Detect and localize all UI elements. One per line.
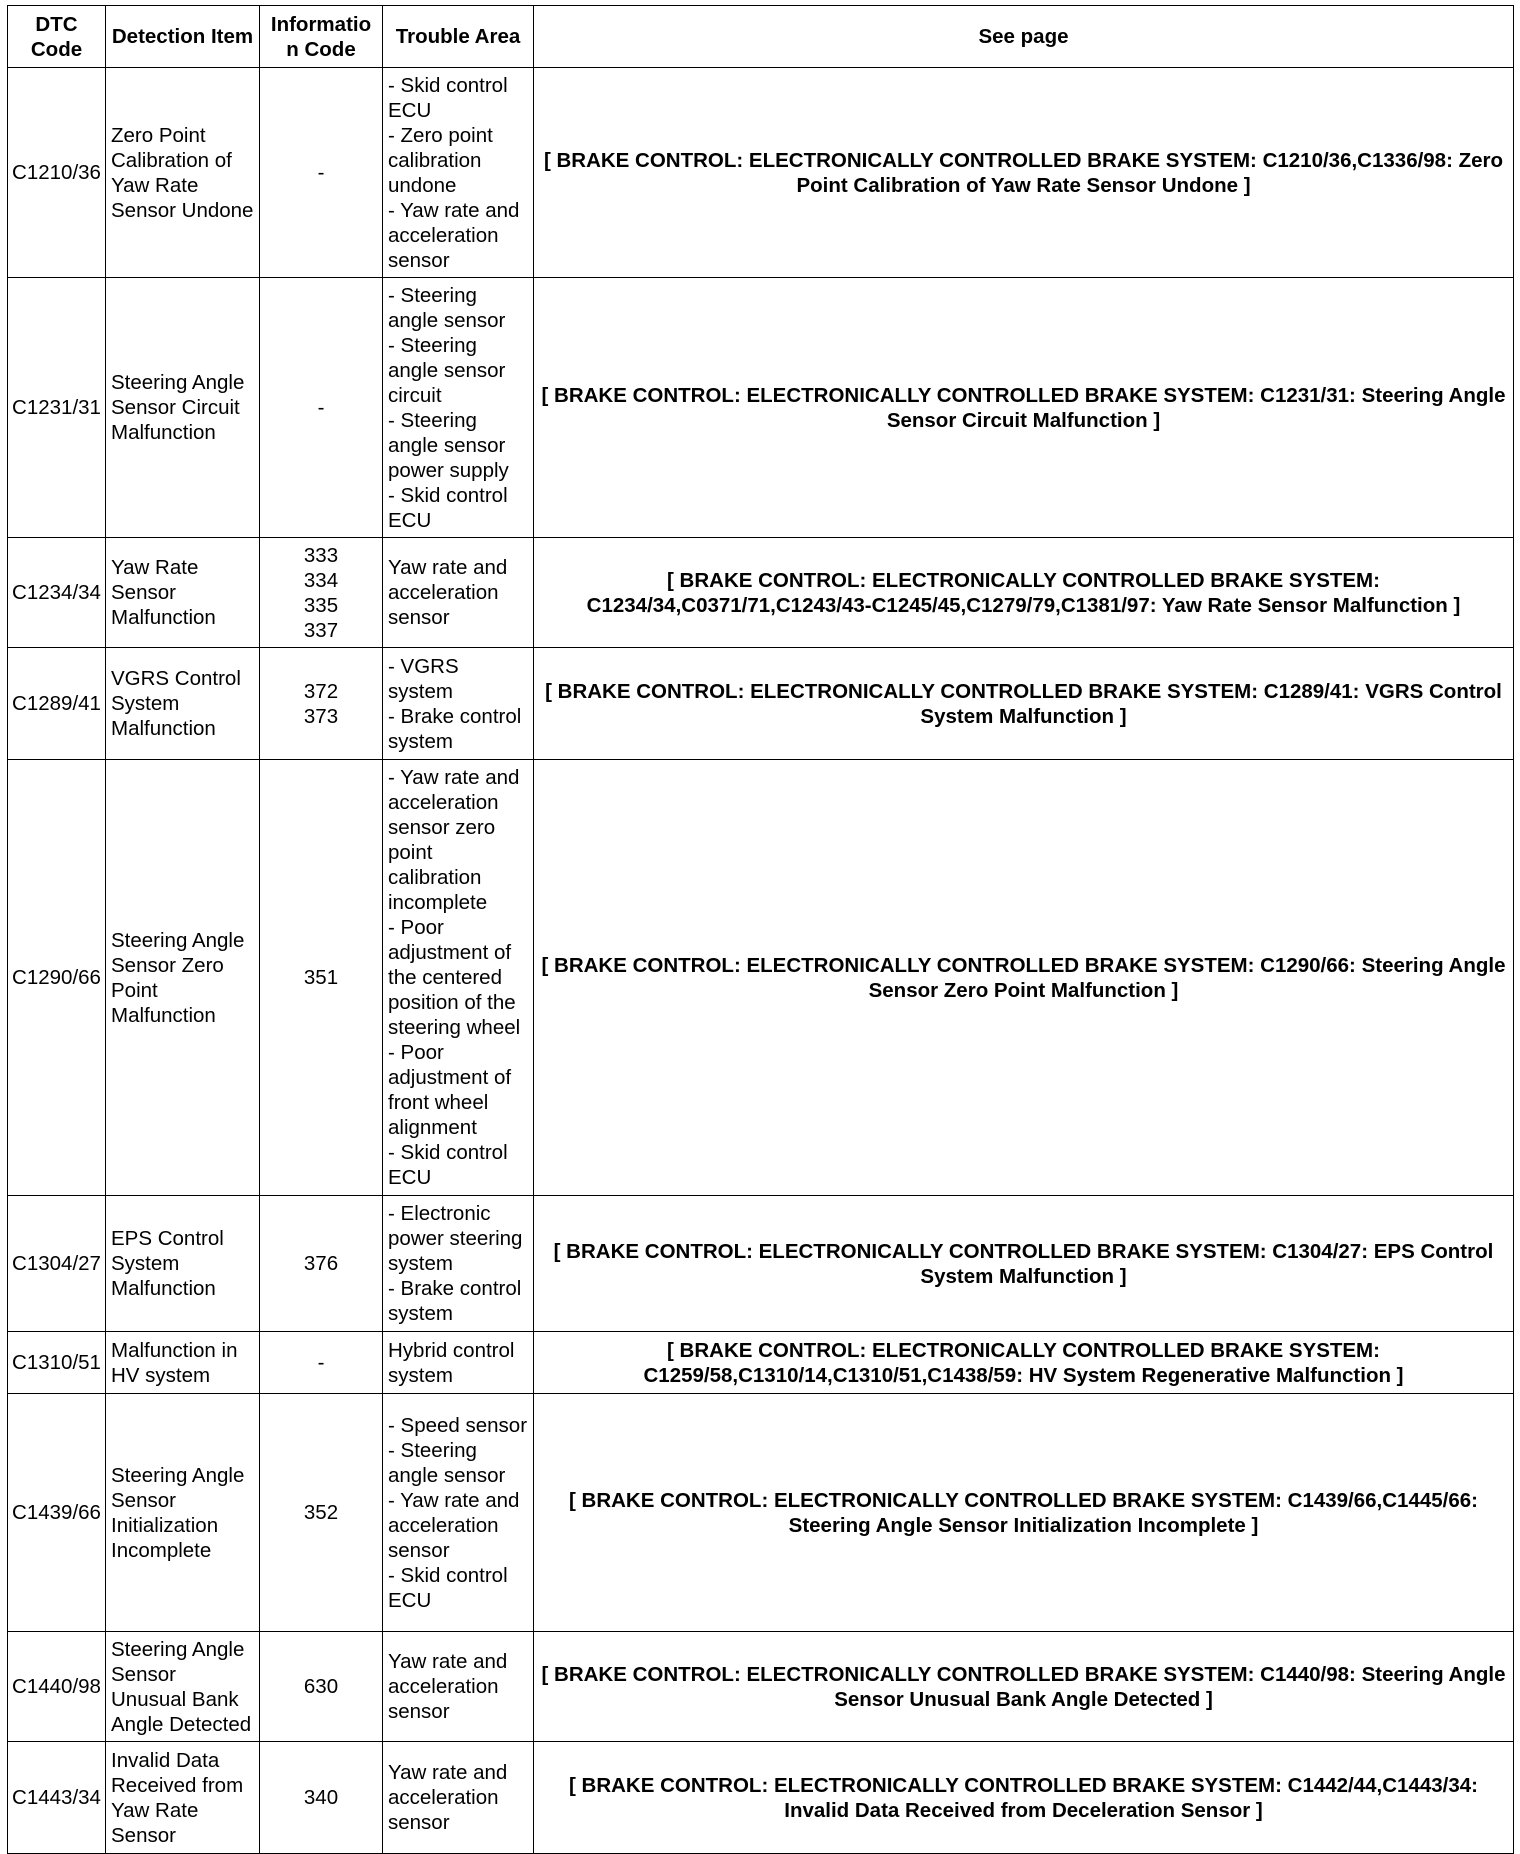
see-page-link[interactable]: [ BRAKE CONTROL: ELECTRONICALLY CONTROLLED BRAKE SYSTEM: C1234/34,C0371/71,C1243/43-C1245/45,C1279/79,C1381/97: Yaw Rate Sensor Malfunction ] [534, 538, 1514, 648]
information-code-cell [260, 278, 383, 538]
detection-item-cell: Steering Angle Sensor Initialization Incomplete [106, 1394, 260, 1632]
information-code-cell-line: 333 [303, 543, 339, 567]
see-page-link[interactable]: [ BRAKE CONTROL: ELECTRONICALLY CONTROLLED BRAKE SYSTEM: C1290/66: Steering Angle Sensor Zero Point Malfunction ] [534, 760, 1514, 1196]
trouble-area-cell [383, 278, 534, 538]
see-page-link[interactable]: [ BRAKE CONTROL: ELECTRONICALLY CONTROLLED BRAKE SYSTEM: C1440/98: Steering Angle Sensor Unusual Bank Angle Detected ] [534, 1632, 1514, 1742]
trouble-area-cell-line: - Skid control ECU [388, 73, 508, 122]
trouble-area-cell-line: - Yaw rate and acceleration sensor zero point calibration incomplete [388, 766, 520, 914]
table-row [8, 1196, 1514, 1332]
trouble-area-cell-line: - VGRS system [388, 654, 459, 703]
table-row [8, 278, 1514, 538]
trouble-area-cell [383, 1394, 534, 1632]
trouble-area-cell [383, 760, 534, 1196]
trouble-area-cell-line: Yaw rate and acceleration sensor [388, 1650, 508, 1723]
trouble-area-cell-line: - Speed sensor [388, 1413, 528, 1437]
table-row [8, 648, 1514, 760]
see-page-link[interactable]: [ BRAKE CONTROL: ELECTRONICALLY CONTROLLED BRAKE SYSTEM: C1231/31: Steering Angle Sensor Circuit Malfunction ] [534, 278, 1514, 538]
information-code-cell [260, 1196, 383, 1332]
table-row [8, 68, 1514, 278]
trouble-area-cell-line: Hybrid control system [388, 1338, 515, 1387]
trouble-area-cell-line: - Poor adjustment of the centered position of the steering wheel [388, 916, 521, 1039]
dtc-code-cell: C1210/36 [8, 68, 106, 278]
dtc-table [7, 5, 1514, 1854]
information-code-cell [260, 68, 383, 278]
trouble-area-cell [383, 1196, 534, 1332]
detection-item-cell: Steering Angle Sensor Unusual Bank Angle Detected [106, 1632, 260, 1742]
information-code-cell-line: 334 [303, 568, 339, 592]
detection-item-cell: Steering Angle Sensor Circuit Malfunction [106, 278, 260, 538]
trouble-area-cell-line: - Skid control ECU [388, 1563, 508, 1612]
dtc-code-cell: C1304/27 [8, 1196, 106, 1332]
information-code-cell [260, 1394, 383, 1632]
table-row [8, 760, 1514, 1196]
trouble-area-cell [383, 1632, 534, 1742]
information-code-cell-line: 376 [303, 1252, 339, 1275]
header-row [8, 6, 1514, 68]
header-dtc-code: DTC Code [8, 6, 106, 68]
see-page-link[interactable]: [ BRAKE CONTROL: ELECTRONICALLY CONTROLLED BRAKE SYSTEM: C1439/66,C1445/66: Steering Angle Sensor Initialization Incomplete ] [534, 1394, 1514, 1632]
trouble-area-cell-line: Yaw rate and acceleration sensor [388, 1761, 508, 1834]
see-page-link[interactable]: [ BRAKE CONTROL: ELECTRONICALLY CONTROLLED BRAKE SYSTEM: C1259/58,C1310/14,C1310/51,C1438/59: HV System Regenerative Malfunction ] [534, 1332, 1514, 1394]
see-page-link[interactable]: [ BRAKE CONTROL: ELECTRONICALLY CONTROLLED BRAKE SYSTEM: C1304/27: EPS Control System Malfunction ] [534, 1196, 1514, 1332]
dtc-code-cell: C1231/31 [8, 278, 106, 538]
information-code-cell-line: - [317, 161, 325, 184]
trouble-area-cell-line: - Steering angle sensor [388, 1438, 506, 1487]
information-code-cell-line: 340 [303, 1786, 339, 1809]
detection-item-cell: Zero Point Calibration of Yaw Rate Sensor Undone [106, 68, 260, 278]
detection-item-cell: Malfunction in HV system [106, 1332, 260, 1394]
table-row [8, 1394, 1514, 1632]
dtc-code-cell: C1439/66 [8, 1394, 106, 1632]
table-row [8, 1742, 1514, 1854]
detection-item-cell: Steering Angle Sensor Zero Point Malfunction [106, 760, 260, 1196]
detection-item-cell: EPS Control System Malfunction [106, 1196, 260, 1332]
trouble-area-cell [383, 1332, 534, 1394]
trouble-area-cell-line: - Yaw rate and acceleration sensor [388, 1488, 520, 1562]
information-code-cell-line: 372 [303, 679, 339, 703]
trouble-area-cell-line: - Skid control ECU [388, 1141, 508, 1189]
header-trouble-area: Trouble Area [383, 6, 534, 68]
trouble-area-cell-line: - Steering angle sensor [388, 283, 506, 332]
information-code-cell-line: 352 [303, 1501, 339, 1524]
trouble-area-cell-line: - Zero point calibration undone [388, 123, 493, 197]
dtc-table-page [7, 5, 1513, 1847]
trouble-area-cell-line: - Brake control system [388, 704, 522, 753]
trouble-area-cell-line: - Poor adjustment of front wheel alignment [388, 1041, 512, 1139]
information-code-cell-line: 351 [303, 966, 339, 989]
table-row [8, 1632, 1514, 1742]
table-row [8, 538, 1514, 648]
trouble-area-cell-line: - Steering angle sensor circuit [388, 333, 506, 407]
dtc-code-cell: C1440/98 [8, 1632, 106, 1742]
header-information-code: Information Code [260, 6, 383, 68]
information-code-cell [260, 538, 383, 648]
detection-item-cell: Invalid Data Received from Yaw Rate Sensor [106, 1742, 260, 1854]
detection-item-cell: VGRS Control System Malfunction [106, 648, 260, 760]
information-code-cell-line: 630 [303, 1675, 339, 1698]
dtc-code-cell: C1310/51 [8, 1332, 106, 1394]
see-page-link[interactable]: [ BRAKE CONTROL: ELECTRONICALLY CONTROLLED BRAKE SYSTEM: C1289/41: VGRS Control System Malfunction ] [534, 648, 1514, 760]
information-code-cell-line: 373 [303, 704, 339, 728]
trouble-area-cell-line: - Skid control ECU [388, 483, 508, 532]
header-see-page: See page [534, 6, 1514, 68]
trouble-area-cell-line: - Electronic power steering system [388, 1202, 523, 1275]
information-code-cell [260, 760, 383, 1196]
information-code-cell-line: - [317, 1351, 325, 1374]
information-code-cell [260, 1332, 383, 1394]
trouble-area-cell-line: Yaw rate and acceleration sensor [388, 556, 508, 629]
table-body [8, 68, 1514, 1854]
table-row [8, 1332, 1514, 1394]
detection-item-cell: Yaw Rate Sensor Malfunction [106, 538, 260, 648]
see-page-link[interactable]: [ BRAKE CONTROL: ELECTRONICALLY CONTROLLED BRAKE SYSTEM: C1442/44,C1443/34: Invalid Data Received from Deceleration Sensor ] [534, 1742, 1514, 1854]
dtc-code-cell: C1289/41 [8, 648, 106, 760]
information-code-cell [260, 1742, 383, 1854]
header-detection-item: Detection Item [106, 6, 260, 68]
trouble-area-cell-line: - Steering angle sensor power supply [388, 408, 509, 482]
dtc-code-cell: C1443/34 [8, 1742, 106, 1854]
trouble-area-cell-line: - Yaw rate and acceleration sensor [388, 198, 520, 272]
information-code-cell-line: 335 [303, 593, 339, 617]
trouble-area-cell [383, 1742, 534, 1854]
trouble-area-cell [383, 538, 534, 648]
information-code-cell-line: - [317, 396, 325, 419]
dtc-code-cell: C1290/66 [8, 760, 106, 1196]
trouble-area-cell [383, 68, 534, 278]
information-code-cell [260, 648, 383, 760]
information-code-cell-line: 337 [303, 618, 339, 642]
information-code-cell [260, 1632, 383, 1742]
dtc-code-cell: C1234/34 [8, 538, 106, 648]
see-page-link[interactable]: [ BRAKE CONTROL: ELECTRONICALLY CONTROLLED BRAKE SYSTEM: C1210/36,C1336/98: Zero Point Calibration of Yaw Rate Sensor Undone ] [534, 68, 1514, 278]
trouble-area-cell-line: - Brake control system [388, 1277, 522, 1325]
trouble-area-cell [383, 648, 534, 760]
